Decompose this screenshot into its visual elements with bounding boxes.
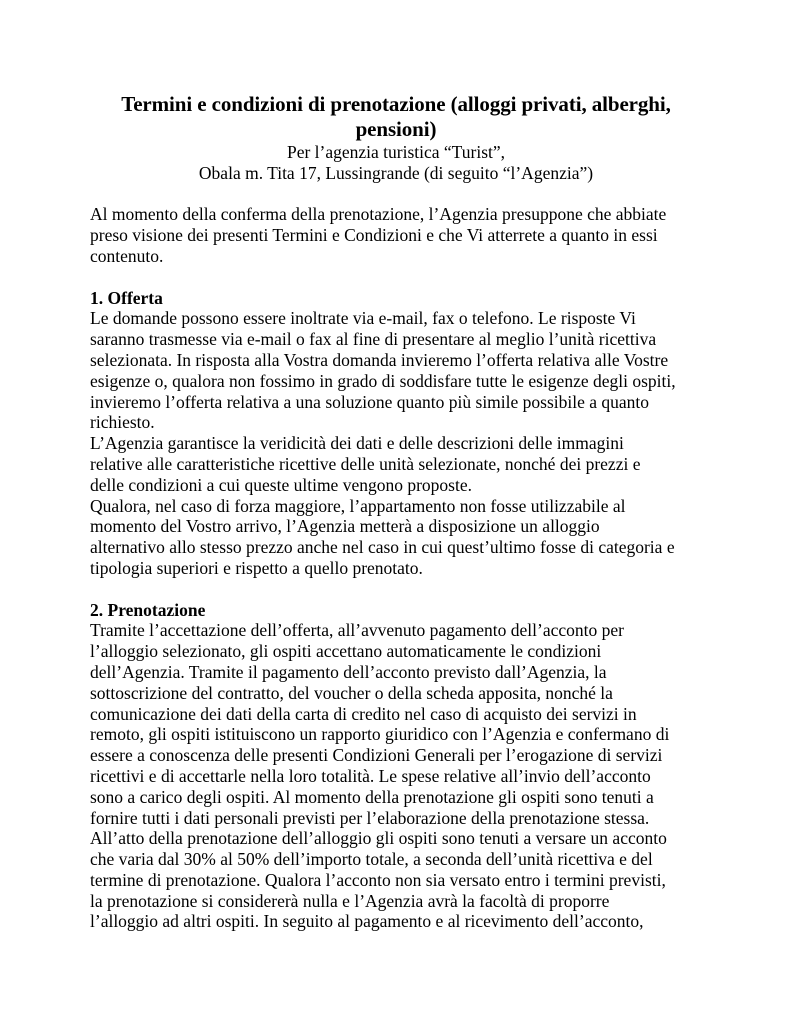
text-line: alternativo allo stesso prezzo anche nel caso in cui quest’ultimo fosse di categoria e xyxy=(90,537,675,558)
title-line: pensioni) xyxy=(355,117,437,141)
section-heading-offerta: 1. Offerta xyxy=(90,287,163,308)
text-line: saranno trasmesse via e-mail o fax al fine di presentare al meglio l’unità ricettiva xyxy=(90,329,657,350)
text-line: invieremo l’offerta relativa a una soluzione quanto più simile possibile a quanto xyxy=(90,391,650,412)
text-line: preso visione dei presenti Termini e Condizioni e che Vi atterrete a quanto in essi xyxy=(90,225,658,246)
text-line: termine di prenotazione. Qualora l’acconto non sia versato entro i termini previsti, xyxy=(90,869,666,890)
document-page xyxy=(90,92,702,932)
spacer xyxy=(90,267,702,288)
section-body-prenotazione xyxy=(90,620,702,932)
text-line: sono a carico degli ospiti. Al momento della prenotazione gli ospiti sono tenuti a xyxy=(90,786,654,807)
subtitle-line: Obala m. Tita 17, Lussingrande (di seguito “l’Agenzia”) xyxy=(198,162,594,183)
text-line: tipologia superiori e rispetto a quello prenotato. xyxy=(90,557,423,578)
text-line: Le domande possono essere inoltrate via e-mail, fax o telefono. Le risposte Vi xyxy=(90,308,636,329)
text-line: Qualora, nel caso di forza maggiore, l’appartamento non fosse utilizzabile al xyxy=(90,495,626,516)
subtitle-line: Per l’agenzia turistica “Turist”, xyxy=(286,142,506,162)
text-line: remoto, gli ospiti istituiscono un rapporto giuridico con l’Agenzia e confermano di xyxy=(90,724,670,745)
text-line: contenuto. xyxy=(90,245,164,266)
text-line: essere a conoscenza delle presenti Condizioni Generali per l’erogazione di servizi xyxy=(90,745,663,766)
intro-paragraph xyxy=(90,204,702,266)
text-line: esigenze o, qualora non fossimo in grado di soddisfare tutte le esigenze degli ospiti, xyxy=(90,370,676,391)
text-line: fornire tutti i dati personali previsti per l’elaborazione della prenotazione stessa. xyxy=(90,807,650,828)
text-line: relative alle caratteristiche ricettive delle unità selezionate, nonché dei prezzi e xyxy=(90,453,641,474)
text-line: dell’Agenzia. Tramite il pagamento dell’acconto previsto dall’Agenzia, la xyxy=(90,661,607,682)
spacer xyxy=(90,184,702,205)
text-line: All’atto della prenotazione dell’alloggio gli ospiti sono tenuti a versare un acconto xyxy=(90,828,667,849)
document-title xyxy=(90,92,702,142)
section-heading-prenotazione: 2. Prenotazione xyxy=(90,599,206,620)
section-body-offerta xyxy=(90,308,702,578)
text-line: l’alloggio ad altri ospiti. In seguito al pagamento e al ricevimento dell’acconto, xyxy=(90,911,644,932)
text-line: Tramite l’accettazione dell’offerta, all’avvenuto pagamento dell’acconto per xyxy=(90,620,624,641)
text-line: ricettivi e di accettarle nella loro totalità. Le spese relative all’invio dell’acconto xyxy=(90,765,651,786)
text-line: delle condizioni a cui queste ultime vengono proposte. xyxy=(90,474,472,495)
text-line: selezionata. In risposta alla Vostra domanda invieremo l’offerta relativa alle Vostre xyxy=(90,349,669,370)
text-line: comunicazione dei dati della carta di credito nel caso di acquisto dei servizi in xyxy=(90,703,637,724)
text-line: L’Agenzia garantisce la veridicità dei dati e delle descrizioni delle immagini xyxy=(90,433,624,454)
text-line: la prenotazione si considererà nulla e l’Agenzia avrà la facoltà di proporre xyxy=(90,890,610,911)
text-line: che varia dal 30% al 50% dell’importo totale, a seconda dell’unità ricettiva e del xyxy=(90,849,653,870)
text-line: l’alloggio selezionato, gli ospiti accettano automaticamente le condizioni xyxy=(90,641,602,662)
text-line: momento del Vostro arrivo, l’Agenzia metterà a disposizione un alloggio xyxy=(90,516,600,537)
text-line: sottoscrizione del contratto, del voucher o della scheda apposita, nonché la xyxy=(90,682,613,703)
title-line: Termini e condizioni di prenotazione (alloggi privati, alberghi, xyxy=(121,92,671,116)
spacer xyxy=(90,579,702,600)
text-line: richiesto. xyxy=(90,412,155,433)
text-line: Al momento della conferma della prenotazione, l’Agenzia presuppone che abbiate xyxy=(90,204,667,225)
document-subtitle xyxy=(90,142,702,184)
